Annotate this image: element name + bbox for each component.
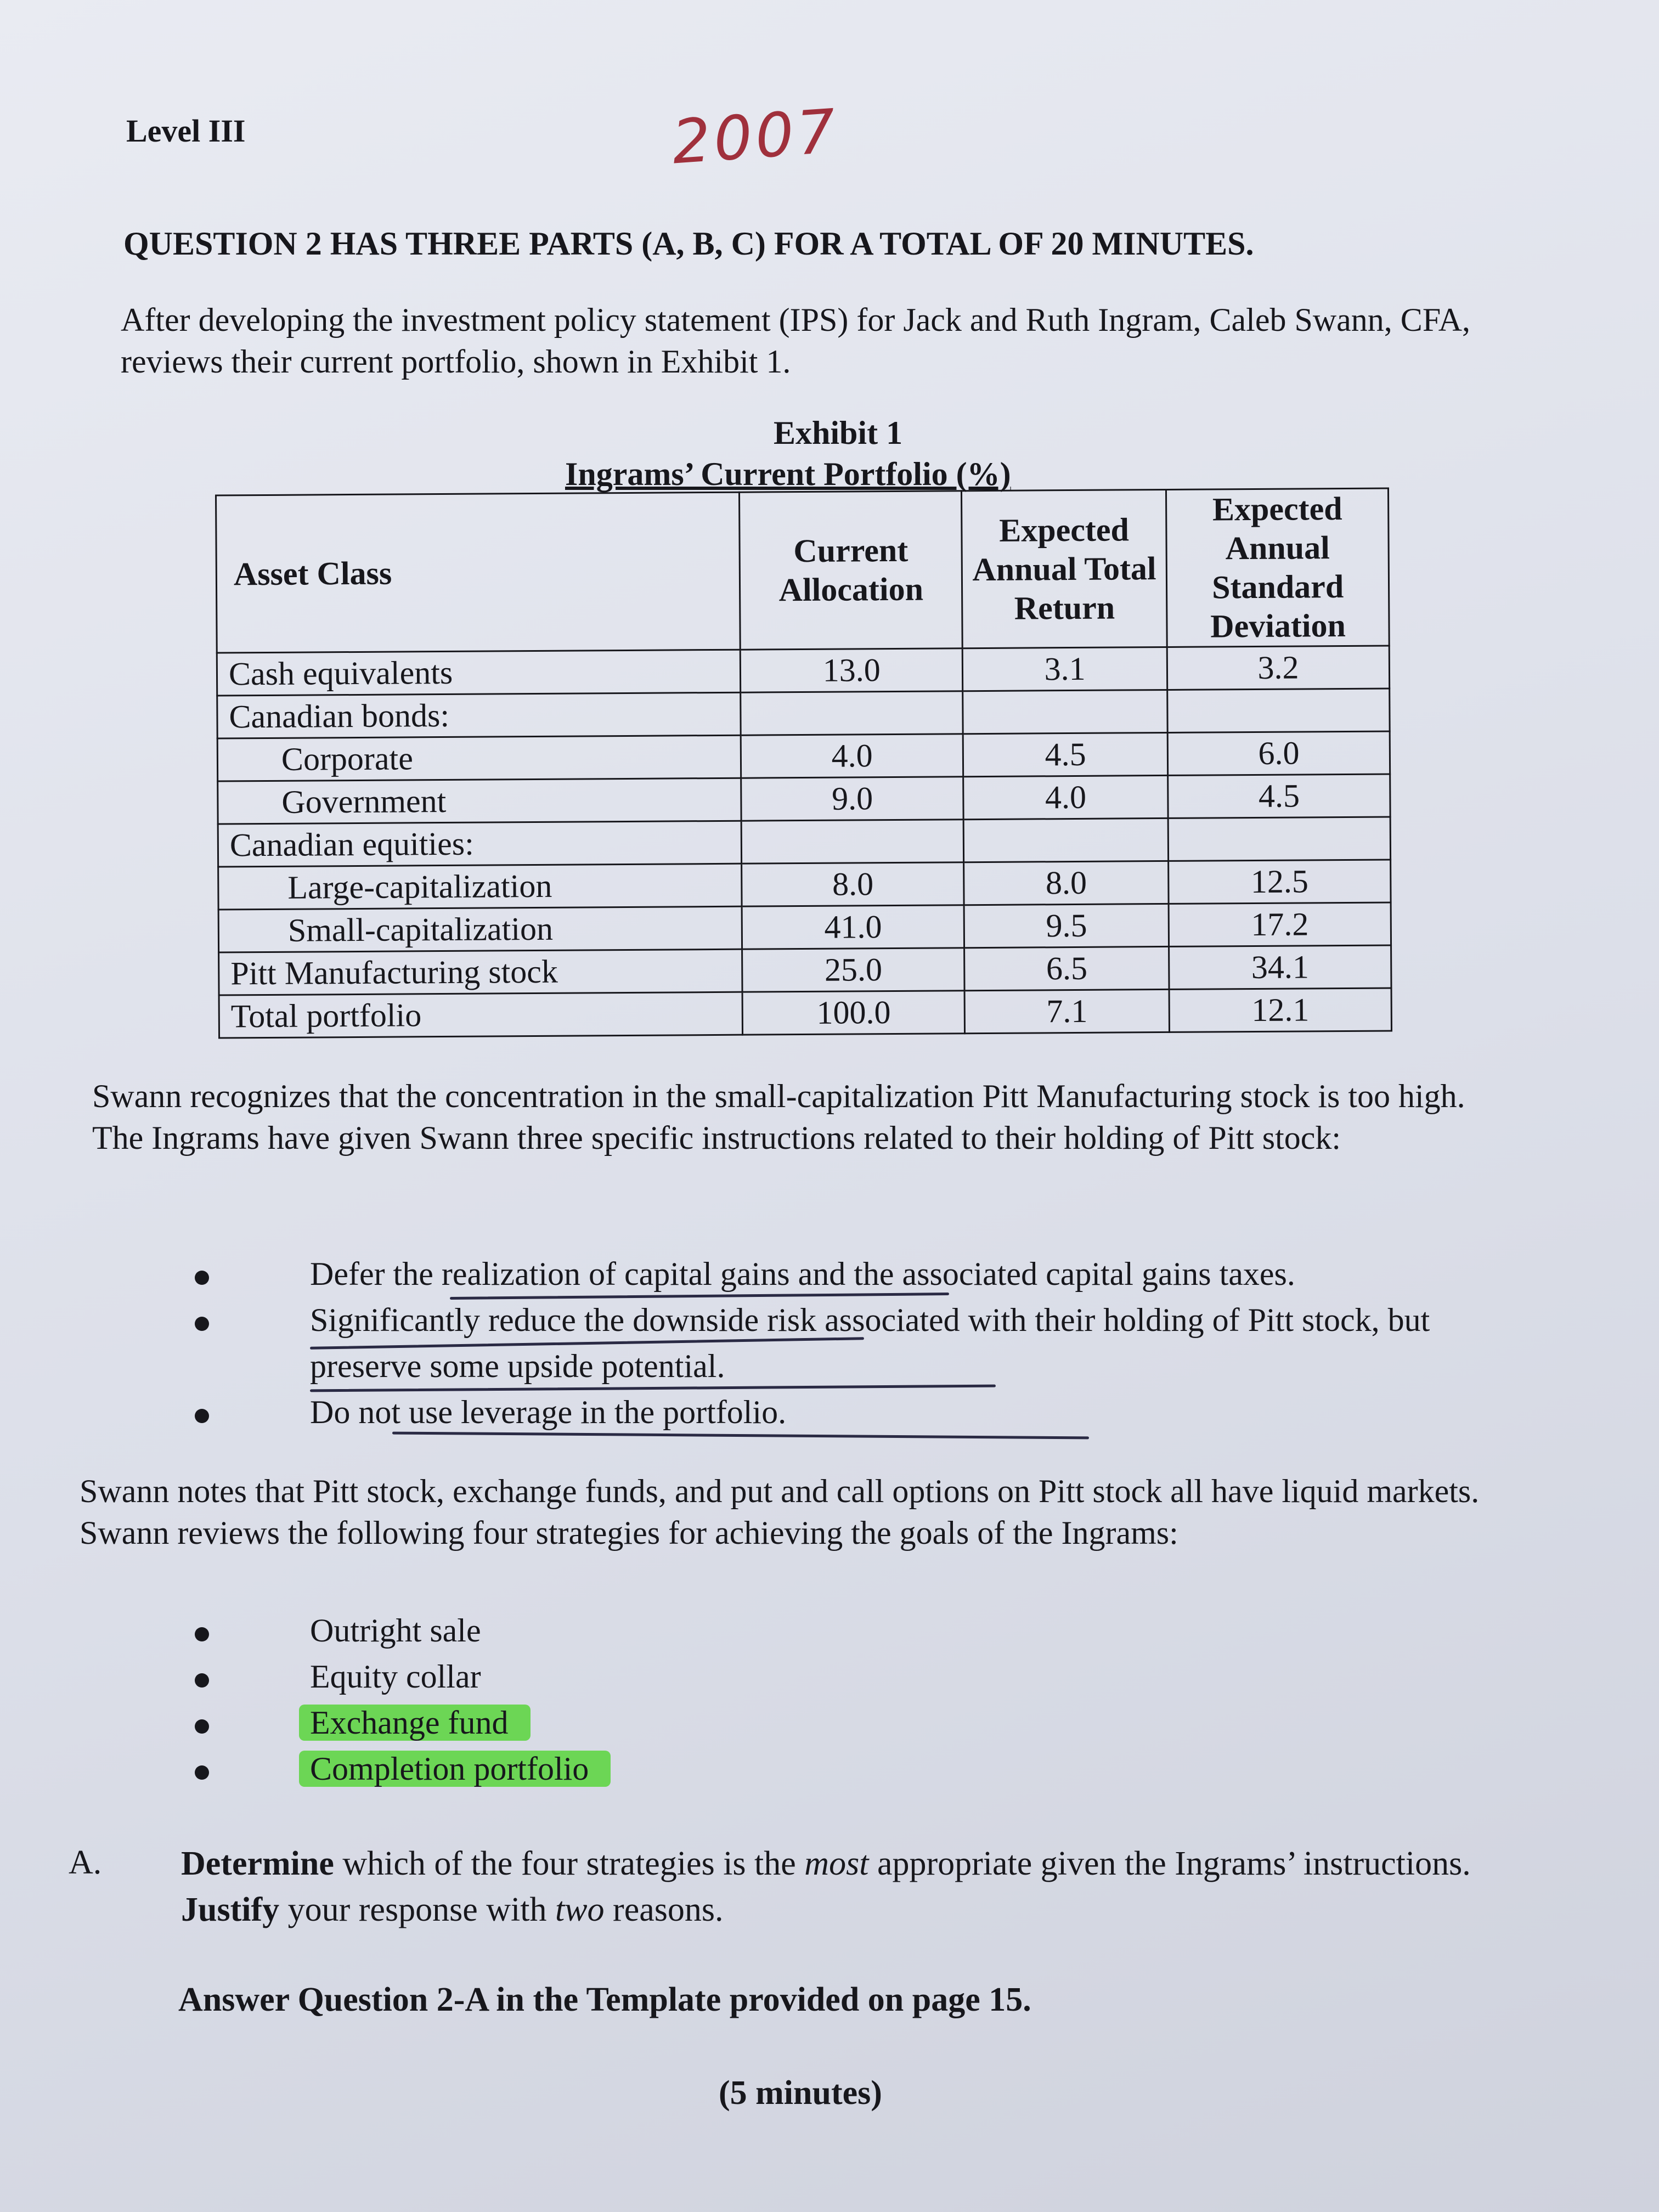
return-cell: 8.0 — [964, 861, 1169, 905]
allocation-cell — [741, 820, 963, 864]
return-cell — [963, 690, 1168, 733]
list-item — [195, 1654, 1566, 1700]
asset-class-cell: Corporate — [217, 735, 741, 781]
intro-paragraph: After developing the investment policy statement (IPS) for Jack and Ruth Ingram, Caleb Swann, CFA, reviews their current portfolio, shown in Exhibit 1. — [121, 302, 1471, 380]
strategy-text: Equity collar — [310, 1658, 481, 1695]
list-item — [195, 1746, 1566, 1792]
exhibit-subtitle: Ingrams’ Current Portfolio (%) — [565, 456, 1011, 492]
instruction-text: Significantly reduce the downside risk associated with their holding of Pitt stock, but preserve some upside potential. — [310, 1302, 1430, 1384]
asset-class-cell: Pitt Manufacturing stock — [219, 949, 743, 995]
determine-keyword: Determine — [181, 1845, 334, 1882]
highlighted-strategy: Completion portfolio — [299, 1751, 611, 1787]
handwritten-year: 2007 — [669, 95, 842, 178]
bullet-icon — [195, 1251, 310, 1297]
return-cell: 4.5 — [963, 732, 1168, 776]
return-cell: 7.1 — [964, 989, 1170, 1033]
bullet-icon — [195, 1654, 310, 1700]
strategies-paragraph: Swann notes that Pitt stock, exchange funds, and put and call options on Pitt stock all have liquid markets. Swann reviews the following four strategies for achieving the goals of the Ingrams: — [80, 1473, 1480, 1551]
bullet-icon — [195, 1297, 310, 1389]
part-a-question: Determine which of the four strategies is the most appropriate given the Ingrams’ instructions. Justify your response with two reasons. — [181, 1845, 1471, 1928]
allocation-cell: 13.0 — [741, 648, 963, 692]
asset-class-cell: Total portfolio — [219, 992, 743, 1038]
stdev-cell: 34.1 — [1169, 945, 1391, 989]
table-row — [218, 817, 1390, 867]
return-cell: 9.5 — [964, 904, 1169, 947]
level-label: Level III — [126, 113, 246, 149]
stdev-cell — [1168, 817, 1390, 861]
return-cell: 3.1 — [962, 647, 1167, 691]
asset-class-cell: Government — [218, 778, 742, 824]
table-row — [219, 988, 1391, 1038]
column-header-stdev: Expected Annual Standard Deviation — [1166, 488, 1390, 647]
instruction-text: Do not use leverage in the portfolio. — [310, 1394, 787, 1430]
table-row — [217, 731, 1390, 781]
table-row — [217, 646, 1389, 696]
strategies-list — [195, 1607, 1566, 1792]
stdev-cell: 17.2 — [1169, 902, 1391, 946]
bullet-icon — [195, 1607, 310, 1654]
asset-class-cell: Large-capitalization — [218, 864, 742, 910]
table-header-row — [216, 488, 1389, 653]
highlighted-strategy: Exchange fund — [299, 1705, 531, 1741]
question-heading: QUESTION 2 HAS THREE PARTS (A, B, C) FOR A TOTAL OF 20 MINUTES. — [123, 225, 1254, 262]
allocation-cell: 9.0 — [741, 777, 963, 821]
allocation-cell: 25.0 — [742, 948, 964, 992]
return-cell — [963, 818, 1169, 862]
instructions-list — [195, 1251, 1566, 1435]
portfolio-table — [215, 487, 1392, 1039]
asset-class-cell: Canadian bonds: — [217, 692, 741, 738]
list-item — [195, 1607, 1566, 1654]
exhibit-title: Exhibit 1 — [774, 415, 903, 451]
table-row — [217, 689, 1390, 738]
asset-class-cell: Small-capitalization — [218, 906, 742, 952]
stdev-cell: 12.5 — [1169, 860, 1391, 904]
table-row — [218, 774, 1390, 824]
column-header-asset-class: Asset Class — [216, 492, 740, 653]
stdev-cell: 3.2 — [1167, 646, 1389, 690]
allocation-cell — [741, 691, 963, 735]
table-row — [218, 902, 1391, 952]
list-item — [195, 1389, 1566, 1435]
allocation-cell: 8.0 — [742, 862, 964, 906]
bullet-icon — [195, 1700, 310, 1746]
table-row — [218, 860, 1391, 910]
allocation-cell: 100.0 — [742, 991, 964, 1035]
table-row — [219, 945, 1391, 995]
part-a-label: A. — [69, 1844, 102, 1881]
strategy-text: Outright sale — [310, 1612, 481, 1649]
asset-class-cell: Cash equivalents — [217, 650, 741, 696]
time-allotment: (5 minutes) — [719, 2074, 882, 2112]
list-item — [195, 1297, 1566, 1389]
stdev-cell — [1167, 689, 1390, 732]
list-item — [195, 1700, 1566, 1746]
stdev-cell: 12.1 — [1169, 988, 1391, 1032]
list-item — [195, 1251, 1566, 1297]
answer-instruction: Answer Question 2-A in the Template provided on page 15. — [178, 1981, 1031, 2018]
stdev-cell: 6.0 — [1167, 731, 1390, 775]
return-cell: 6.5 — [964, 946, 1170, 990]
column-header-return: Expected Annual Total Return — [962, 489, 1167, 648]
column-header-allocation: Current Allocation — [740, 491, 963, 650]
allocation-cell: 41.0 — [742, 905, 964, 949]
instruction-text: Defer the realization of capital gains and the associated capital gains taxes. — [310, 1256, 1295, 1292]
bullet-icon — [195, 1389, 310, 1435]
two-emphasis: two — [555, 1891, 605, 1928]
bullet-icon — [195, 1746, 310, 1792]
asset-class-cell: Canadian equities: — [218, 821, 742, 867]
concentration-paragraph: Swann recognizes that the concentration in the small-capitalization Pitt Manufacturing stock is too high. The Ingrams have given Swann three specific instructions related to their holding of Pitt stock: — [92, 1078, 1465, 1156]
return-cell: 4.0 — [963, 775, 1169, 819]
allocation-cell: 4.0 — [741, 734, 963, 778]
most-emphasis: most — [804, 1845, 869, 1882]
stdev-cell: 4.5 — [1168, 774, 1390, 818]
justify-keyword: Justify — [181, 1891, 280, 1928]
